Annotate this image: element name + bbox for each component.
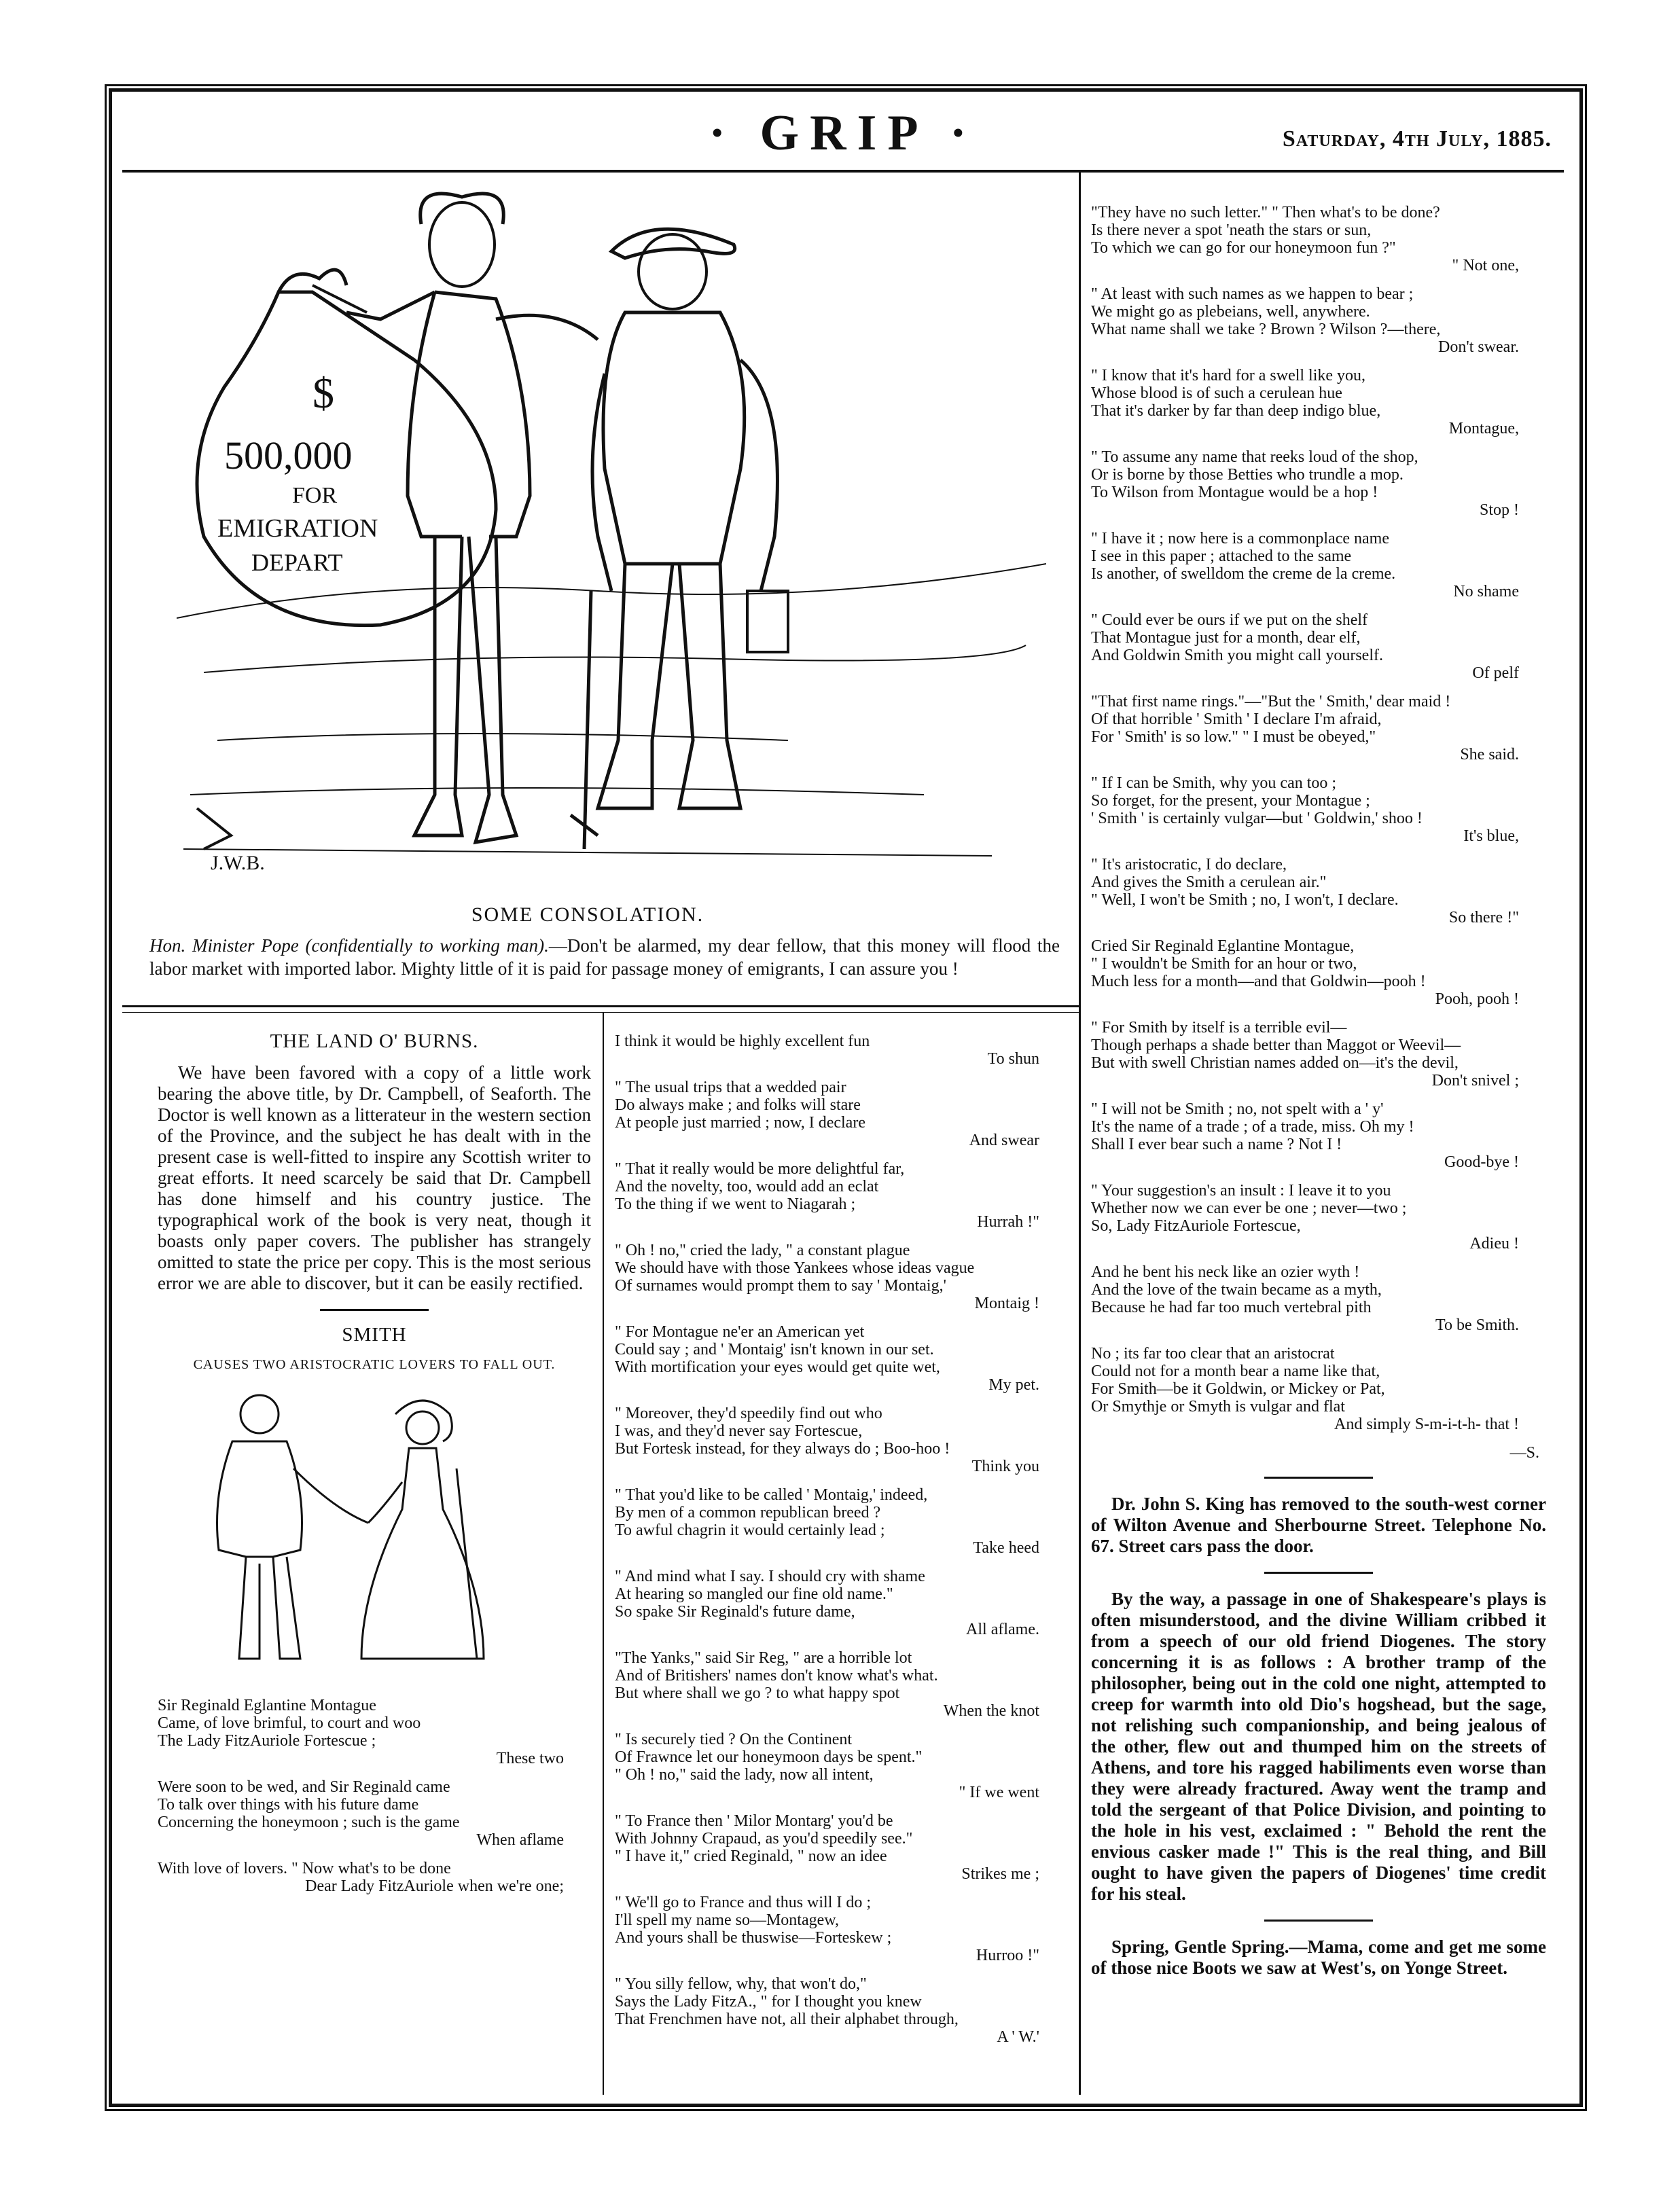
poem-stanza <box>615 1160 1067 1231</box>
column-middle <box>615 1032 1067 2057</box>
poem-stanza <box>615 1486 1067 1557</box>
poem-stanza <box>1091 1100 1546 1171</box>
land-burns-text: We have been favored with a copy of a little work bearing the above title, by Dr. Campbell, of Seaforth. The Doctor is well known as a litterateur in the western section of the Province, and the subject he has dealt with in the present case is well-fitted to inspire any Scottish writer to great efforts. It need scarcely be said that Dr. Campbell has done himself and his country justice. The typographical work of the book is very neat, though it boasts only paper covers. The publisher has strangely omitted to state the price per copy. This is the most serious error we are able to discover, but it can be easily rectified. <box>158 1062 591 1293</box>
poem-line: "They have no such letter." " Then what's to be done? <box>1091 204 1440 221</box>
poem-line: Take heed <box>973 1539 1039 1557</box>
poem-line: " Moreover, they'd speedily find out who <box>615 1405 882 1422</box>
poem-stanza <box>1091 204 1546 274</box>
poem-line: And gives the Smith a cerulean air." <box>1091 873 1327 891</box>
poem-stanza <box>1091 285 1546 356</box>
poem-line: When the knot <box>943 1702 1039 1720</box>
poem-line: " I will not be Smith ; no, not spelt with a ' y' <box>1091 1100 1384 1118</box>
poem-line: To be Smith. <box>1435 1316 1519 1334</box>
poem-line: " You silly fellow, why, that won't do," <box>615 1975 867 1993</box>
poem-stanza <box>615 1405 1067 1475</box>
bag-emigration: EMIGRATION <box>217 514 378 543</box>
poem-line: Cried Sir Reginald Eglantine Montague, <box>1091 937 1355 955</box>
poem-stanza <box>158 1697 591 1767</box>
poem-stanza <box>1091 1019 1546 1089</box>
poem-line: Says the Lady FitzA., " for I thought you knew <box>615 1993 922 2011</box>
poem-line: To Wilson from Montague would be a hop ! <box>1091 484 1378 501</box>
poem-line: " I know that it's hard for a swell like you, <box>1091 367 1366 384</box>
poem-line: And the novelty, too, would add an eclat <box>615 1178 879 1195</box>
poem-line: " I have it ; now here is a commonplace name <box>1091 530 1389 547</box>
poem-line: I see in this paper ; attached to the same <box>1091 547 1352 565</box>
poem-line: No shame <box>1453 583 1519 600</box>
poem-line: Of that horrible ' Smith ' I declare I'm afraid, <box>1091 710 1382 728</box>
poem-line: I was, and they'd never say Fortescue, <box>615 1422 863 1440</box>
poem-line: When aflame <box>476 1831 564 1849</box>
smith-subheading: CAUSES TWO ARISTOCRATIC LOVERS TO FALL OUT. <box>193 1357 556 1372</box>
poem-line: We might go as plebeians, well, anywhere. <box>1091 303 1370 321</box>
poem-line: " That you'd like to be called ' Montaig,' indeed, <box>615 1486 928 1504</box>
poem-line: Dear Lady FitzAuriole when we're one; <box>305 1877 564 1895</box>
poem-line: " That it really would be more delightful far, <box>615 1160 905 1178</box>
poem-line: At people just married ; now, I declare <box>615 1114 865 1132</box>
poem-line: Of surnames would prompt them to say ' Montaig,' <box>615 1277 946 1295</box>
poem-stanza <box>615 1242 1067 1312</box>
poem-line: These two <box>496 1750 564 1767</box>
poem-line: Could not for a month bear a name like that, <box>1091 1363 1380 1380</box>
poem-stanza <box>615 1032 1067 1068</box>
poem-line: " I have it," cried Reginald, " now an idee <box>615 1848 887 1865</box>
notice-king: Dr. John S. King has removed to the south-west corner of Wilton Avenue and Sherbourne Street. Telephone No. 67. Street cars pass the door. <box>1091 1494 1546 1556</box>
bag-depart: DEPART <box>251 549 343 576</box>
poem-line: A ' W.' <box>997 2028 1039 2046</box>
poem-stanza <box>1091 1182 1546 1253</box>
poem-stanza <box>615 1323 1067 1394</box>
poem-line: " For Smith by itself is a terrible evil— <box>1091 1019 1347 1037</box>
divider <box>1264 1572 1373 1574</box>
poem-line: And swear <box>969 1132 1039 1149</box>
poem-stanza <box>615 1812 1067 1883</box>
poem-line: For ' Smith' is so low." " I must be obeyed," <box>1091 728 1376 746</box>
poem-line: With love of lovers. " Now what's to be done <box>158 1860 451 1877</box>
poem-line: That Montague just for a month, dear elf, <box>1091 629 1361 647</box>
poem-line: " I wouldn't be Smith for an hour or two, <box>1091 955 1357 973</box>
poem-line: I'll spell my name so—Montagew, <box>615 1911 840 1929</box>
poem-line: " Is securely tied ? On the Continent <box>615 1731 853 1748</box>
poem-stanza <box>615 1079 1067 1149</box>
poem-line: And Goldwin Smith you might call yourself. <box>1091 647 1383 664</box>
poem-line: My pet. <box>988 1376 1039 1394</box>
poem-line: " To France then ' Milor Montarg' you'd be <box>615 1812 893 1830</box>
poem-line: Were soon to be wed, and Sir Reginald came <box>158 1778 450 1796</box>
poem-line: Montaig ! <box>974 1295 1039 1312</box>
poem-line: And of Britishers' names don't know what's what. <box>615 1667 938 1684</box>
poem-stanza <box>1091 856 1546 926</box>
caption-speaker: Hon. Minister Pope (confidentially to working man). <box>149 935 549 956</box>
poem-line: Though perhaps a shade better than Maggot or Weevil— <box>1091 1037 1461 1054</box>
poem-line: Whether now we can ever be one ; never—two ; <box>1091 1200 1407 1217</box>
poem-line: Good-bye ! <box>1444 1153 1519 1171</box>
masthead-date: Saturday, 4th July, 1885. <box>1282 126 1552 151</box>
poem-line: So, Lady FitzAuriole Fortescue, <box>1091 1217 1301 1235</box>
poem-line: " Oh ! no," cried the lady, " a constant plague <box>615 1242 910 1259</box>
poem-line: Don't swear. <box>1438 338 1519 356</box>
poem-line: Concerning the honeymoon ; such is the game <box>158 1814 460 1831</box>
poem-line: Sir Reginald Eglantine Montague <box>158 1697 376 1714</box>
poem-line: Montague, <box>1448 420 1519 437</box>
smith-lovers-illustration <box>158 1387 552 1672</box>
poem-line: Of Frawnce let our honeymoon days be spent." <box>615 1748 923 1766</box>
poem-line: " Oh ! no," said the lady, now all intent, <box>615 1766 874 1784</box>
column-left <box>158 1032 591 1906</box>
bag-dollar: $ <box>312 369 334 417</box>
poem-stanza <box>1091 611 1546 682</box>
poem-line: " We'll go to France and thus will I do ; <box>615 1894 872 1911</box>
poem-stanza <box>158 1860 591 1895</box>
poem-stanza <box>1091 693 1546 763</box>
caption-body: —Don't be alarmed, my dear fellow, that this money will flood the labor market with imported labor. Mighty little of it is paid for passage money of emigrants, I can assure you ! <box>149 935 1060 979</box>
smith-col3-stanzas <box>1091 204 1546 1433</box>
smith-heading: SMITH <box>342 1324 407 1346</box>
poem-line: It's blue, <box>1463 827 1519 845</box>
notice-spring: Spring, Gentle Spring.—Mama, come and get me some of those nice Boots we saw at West's, on Yonge Street. <box>1091 1936 1546 1978</box>
poem-line: " If I can be Smith, why you can too ; <box>1091 774 1337 792</box>
poem-line: So forget, for the present, your Montague ; <box>1091 792 1370 810</box>
poem-line: And he bent his neck like an ozier wyth ! <box>1091 1263 1360 1281</box>
poem-line: So there !" <box>1448 909 1519 926</box>
cartoon-caption-title: SOME CONSOLATION. <box>471 903 704 926</box>
poem-line: Is another, of swelldom the creme de la creme. <box>1091 565 1396 583</box>
poem-stanza <box>1091 937 1546 1008</box>
poem-line: " If we went <box>959 1784 1039 1801</box>
poem-stanza <box>1091 774 1546 845</box>
poem-line: All aflame. <box>966 1621 1039 1638</box>
poem-stanza <box>1091 1345 1546 1433</box>
cartoon-caption <box>149 934 1060 980</box>
poem-line: To talk over things with his future dame <box>158 1796 419 1814</box>
poem-line: We should have with those Yankees whose ideas vague <box>615 1259 975 1277</box>
poem-line: Could say ; and ' Montaig' isn't known in our set. <box>615 1341 934 1358</box>
poem-stanza <box>615 1568 1067 1638</box>
poem-line: But where shall we go ? to what happy spot <box>615 1684 900 1702</box>
poem-line: ' Smith ' is certainly vulgar—but ' Goldwin,' shoo ! <box>1091 810 1423 827</box>
bag-amount: 500,000 <box>224 433 353 478</box>
poem-line: Much less for a month—and that Goldwin—pooh ! <box>1091 973 1426 990</box>
masthead <box>122 103 1564 173</box>
poem-line: The Lady FitzAuriole Fortescue ; <box>158 1732 376 1750</box>
column-right <box>1091 204 1546 1987</box>
poem-line: No ; its far too clear that an aristocrat <box>1091 1345 1335 1363</box>
cartoon-rule <box>122 1005 1079 1007</box>
poem-line: Hurroo !" <box>976 1947 1039 1964</box>
poem-stanza <box>615 1649 1067 1720</box>
divider <box>320 1309 429 1311</box>
poem-line: " It's aristocratic, I do declare, <box>1091 856 1287 873</box>
poem-line: That Frenchmen have not, all their alphabet through, <box>615 2011 959 2028</box>
poem-line: At hearing so mangled our fine old name." <box>615 1585 893 1603</box>
poem-line: She said. <box>1460 746 1519 763</box>
poem-signature: —S. <box>1509 1444 1539 1462</box>
poem-line: " Well, I won't be Smith ; no, I won't, I declare. <box>1091 891 1399 909</box>
poem-line: Stop ! <box>1479 501 1519 519</box>
poem-line: " To assume any name that reeks loud of the shop, <box>1091 448 1418 466</box>
poem-stanza <box>615 1731 1067 1801</box>
poem-line: By men of a common republican breed ? <box>615 1504 881 1521</box>
poem-line: Because he had far too much vertebral pith <box>1091 1299 1372 1316</box>
poem-line: Or is borne by those Betties who trundle a mop. <box>1091 466 1404 484</box>
land-burns-heading: THE LAND O' BURNS. <box>270 1030 479 1052</box>
poem-line: Is there never a spot 'neath the stars or sun, <box>1091 221 1372 239</box>
poem-line: Pooh, pooh ! <box>1435 990 1519 1008</box>
poem-line: But with swell Christian names added on—it's the devil, <box>1091 1054 1459 1072</box>
poem-line: Don't snivel ; <box>1431 1072 1519 1089</box>
smith-col2-stanzas <box>615 1032 1067 2046</box>
poem-line: Think you <box>971 1458 1039 1475</box>
poem-line: " The usual trips that a wedded pair <box>615 1079 846 1096</box>
poem-line: Whose blood is of such a cerulean hue <box>1091 384 1342 402</box>
divider <box>1264 1477 1373 1479</box>
poem-stanza <box>1091 367 1546 437</box>
poem-line: For Smith—be it Goldwin, or Mickey or Pat, <box>1091 1380 1385 1398</box>
poem-line: "That first name rings."—"But the ' Smith,' dear maid ! <box>1091 693 1451 710</box>
poem-line: " Could ever be ours if we put on the shelf <box>1091 611 1368 629</box>
poem-line: " At least with such names as we happen to bear ; <box>1091 285 1414 303</box>
poem-line: Adieu ! <box>1469 1235 1519 1253</box>
poem-line: I think it would be highly excellent fun <box>615 1032 870 1050</box>
smith-col1-stanzas <box>158 1697 591 1895</box>
poem-line: To shun <box>987 1050 1039 1068</box>
notice-diogenes: By the way, a passage in one of Shakespeare's plays is often misunderstood, and the divine William cribbed it from a speech of our old friend Diogenes. The story concerning it is as follows : A brother tramp of the philosopher, being out in the cold one night, attempted to creep for warmth into old Dio's hogshead, but the sage, not relishing such companionship, and being jealous of the other, flew out and thumped him on the streets of Athens, and tore his ragged habiliments even worse than they were already fractured. Away went the tramp and told the sergeant of that Police Division, and pointing to the hole in his vest, exclaimed : " Behold the rent the envious casker made !" This is the real thing, and Bill ought to have given the papers of Diogenes' time credit for his steal. <box>1091 1589 1546 1904</box>
poem-line: And yours shall be thuswise—Forteskew ; <box>615 1929 892 1947</box>
poem-line: Or Smythje or Smyth is vulgar and flat <box>1091 1398 1345 1416</box>
artist-mark: J.W.B. <box>211 852 265 874</box>
column-rule-left <box>603 1012 604 2095</box>
poem-line: That it's darker by far than deep indigo blue, <box>1091 402 1381 420</box>
poem-stanza <box>1091 1263 1546 1334</box>
poem-stanza <box>158 1778 591 1849</box>
poem-line: Strikes me ; <box>961 1865 1039 1883</box>
poem-line: " Your suggestion's an insult : I leave it to you <box>1091 1182 1391 1200</box>
poem-stanza <box>1091 530 1546 600</box>
poem-line: And simply S-m-i-t-h- that ! <box>1334 1416 1519 1433</box>
poem-line: " For Montague ne'er an American yet <box>615 1323 865 1341</box>
cartoon-some-consolation <box>177 183 1046 890</box>
masthead-title: · GRIP · <box>709 105 978 161</box>
poem-line: Hurrah !" <box>977 1213 1039 1231</box>
poem-stanza <box>1091 448 1546 519</box>
poem-line: It's the name of a trade ; of a trade, miss. Oh my ! <box>1091 1118 1414 1136</box>
poem-line: But Fortesk instead, for they always do ; Boo-hoo ! <box>615 1440 950 1458</box>
cartoon-rule-2 <box>122 1012 1079 1013</box>
bag-for: FOR <box>292 483 338 508</box>
poem-line: Of pelf <box>1472 664 1519 682</box>
poem-line: " And mind what I say. I should cry with shame <box>615 1568 925 1585</box>
poem-line: With Johnny Crapaud, as you'd speedily see." <box>615 1830 913 1848</box>
poem-line: With mortification your eyes would get quite wet, <box>615 1358 940 1376</box>
poem-line: So spake Sir Reginald's future dame, <box>615 1603 855 1621</box>
poem-stanza <box>615 1975 1067 2046</box>
poem-line: " Not one, <box>1452 257 1519 274</box>
poem-line: What name shall we take ? Brown ? Wilson ?—there, <box>1091 321 1441 338</box>
column-rule-right <box>1079 173 1081 2095</box>
poem-line: "The Yanks," said Sir Reg, " are a horrible lot <box>615 1649 912 1667</box>
poem-line: And the love of the twain became as a myth, <box>1091 1281 1382 1299</box>
poem-line: To the thing if we went to Niagarah ; <box>615 1195 856 1213</box>
poem-line: To awful chagrin it would certainly lead ; <box>615 1521 885 1539</box>
poem-line: Shall I ever bear such a name ? Not I ! <box>1091 1136 1342 1153</box>
poem-line: To which we can go for our honeymoon fun ?" <box>1091 239 1396 257</box>
divider <box>1264 1920 1373 1922</box>
poem-line: Do always make ; and folks will stare <box>615 1096 861 1114</box>
poem-stanza <box>615 1894 1067 1964</box>
poem-line: Came, of love brimful, to court and woo <box>158 1714 421 1732</box>
